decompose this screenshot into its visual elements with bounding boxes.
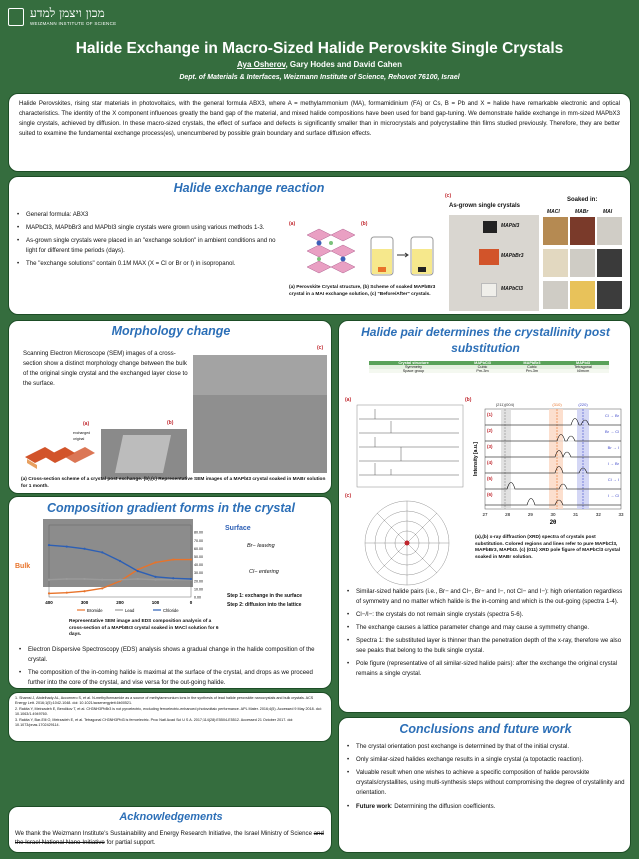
ack-text: [15, 829, 327, 847]
composition-bullet: • The composition of the in-coming halide is maximal at the surface of the crystal, and drops as we proceed further into the core of the crystal, and vise versa for the out-going halide.: [19, 668, 324, 688]
data-point: [66, 578, 68, 580]
halide-bullet: • MAPbCl3, MAPbBr3 and MAPbI3 single crystals were grown using various methods 1-3.: [17, 223, 287, 233]
spectrum-label: Cl → I: [607, 477, 619, 482]
sem-exchanged-layer: [193, 355, 327, 395]
x-tick-label: 200: [116, 600, 124, 605]
conclusion-bullet: • Valuable result when one wishes to achieve a specific composition of halide perovskite crystals/crystallites, using multi-synthesis steps without compromising the degree of crystallinity and orientation.: [347, 768, 626, 798]
cross-section-scheme: [21, 421, 99, 473]
xrd-full-drawing: [345, 397, 467, 493]
y-tick-label: 30.00: [194, 571, 203, 576]
data-point: [154, 561, 156, 563]
data-point: [101, 587, 103, 589]
halide-pair-panel: [338, 320, 631, 713]
sem-image-c: [193, 345, 327, 473]
acknowledgements-panel: [8, 806, 332, 853]
y-tick-label: 80.00: [194, 530, 203, 535]
step1-label: Step 1: exchange in the surface: [227, 593, 303, 599]
ack-title: Acknowledgements: [119, 811, 223, 823]
data-point: [48, 579, 50, 581]
logo-emblem: [8, 8, 24, 26]
data-point: [137, 578, 139, 580]
data-point: [154, 579, 156, 581]
halide-pair-bullets: [347, 587, 626, 682]
y-tick-label: 0.00: [194, 595, 201, 600]
eds-composition-chart: [39, 519, 214, 615]
crystal-structure-table: [369, 361, 609, 373]
perovskite-structure-figure: [289, 221, 359, 281]
y-tick-label: 70.00: [194, 538, 203, 543]
spectrum-number: (4): [487, 460, 493, 465]
spectrum-label: Br → I: [607, 445, 619, 450]
ack-text-part: , the Israel Ministry of Science: [230, 830, 314, 837]
xrd-detail-spectra: [465, 397, 627, 533]
x-tick-label: 28: [505, 512, 511, 517]
halide-pair-bullet: • Similar-sized halide pairs (i.e., Br− and Cl−, Br− and I−, not Cl− and I−): high orientation regardless of symmetry and no matter which halide is the in-coming and which is the out-going (spectra 1-4).: [347, 587, 626, 607]
x-tick-label: 32: [595, 512, 601, 517]
step2-label: Step 2: diffusion into the lattice: [227, 602, 302, 608]
reference-item: 1. Shamsi J, Abdelhady AL, Accornero S, et al. N-methylformamide as a source of methylammonium ions in the synthesis of lead halide perovskite nanocrystals and bulk crystals. ACS Energy Lett. 2016;1(5):1042-1048. doi: 10.1021/acsenergylett.6b00521.: [15, 696, 314, 705]
composition-caption: Representative SEM image and EDS composition analysis of a cross-section of a MAPbBr3 crystal soaked in MACl solution for 6 days.: [69, 619, 219, 637]
photo-cell: [597, 281, 622, 309]
table-cell: Tetragonal: [574, 365, 592, 369]
xrd-detail-drawing: [471, 397, 627, 533]
halide-pair-title: Halide pair determines the crystallinity post substitution: [361, 325, 610, 355]
ack-text-part: We thank the Weizmann Institute's Sustainability and Energy Research Initiative: [15, 830, 231, 837]
as-grown-photo: [449, 215, 539, 311]
photo-cell: [597, 249, 622, 277]
poster-authors: [0, 60, 639, 69]
data-point: [119, 560, 121, 562]
y-axis-label: Intensity [a.u.]: [473, 442, 479, 476]
references-panel: [8, 692, 332, 742]
conclusions-title: Conclusions and future work: [399, 722, 572, 736]
x-tick-label: 100: [151, 600, 160, 605]
fig-label: (b): [361, 221, 368, 227]
spectrum-label: Br → Cl: [605, 429, 619, 434]
legend-label: Chloride: [163, 608, 179, 613]
spectrum-number: (6): [487, 492, 493, 497]
phase-region: [501, 409, 511, 509]
crystal-label: MAPbBr3: [501, 253, 524, 259]
x-tick-label: 33: [618, 512, 624, 517]
halide-exchange-title: Halide exchange reaction: [173, 181, 325, 195]
spectrum-number: (5): [487, 476, 493, 481]
x-axis-label: 2θ: [549, 520, 557, 526]
data-point: [101, 579, 103, 581]
composition-bullet: • Electron Dispersive Spectroscopy (EDS) analysis shows a gradual change in the halide composition of the crystal.: [19, 645, 324, 665]
fig-label: (a): [345, 397, 352, 403]
fig-label: (c): [445, 193, 452, 199]
xrd-caption: (a),(b) x-ray diffraction (XRD) spectra of crystals post substitution. Colored regions and lines refer to pure MAPbCl3, MAPbBr3, MAPbI3. (c) (011) XRD pole figure of MAPbCl3 crystal soaked in MABr solution.: [475, 535, 620, 560]
halide-bullet: • As-grown single crystals were placed in an "exchange solution" in ambient conditions and no light for different time periods (days).: [17, 236, 287, 256]
spectrum-number: (1): [487, 412, 493, 417]
x-tick-label: 27: [482, 512, 488, 517]
crystal-mapbbr3: [479, 249, 499, 265]
other-authors: , Gary Hodes and David Cahen: [285, 60, 402, 69]
halide-pair-bullet: • Cl−/I−: the crystals do not remain single crystals (spectra 5-6).: [347, 610, 626, 620]
reference-item: 3. Rakita Y, Bar-Elli O, Meirzadeh E, et al. Tetragonal CH3NH3PbI3 is ferroelectric. Proc Natl Acad Sci U S A. 2017;114(28):E5504-E5512. Accessed 21 October 2017. doi: 10.1073/pnas.1702429114.: [15, 718, 294, 727]
table-head: MAPbI3: [576, 361, 590, 365]
intro-text: Halide Perovskites, rising star materials in photovoltaics, with the general formula ABX3, where A = methylammonium (MA), formamidinium (FA) or Cs, B = Pb and X = halide have remarkable electronic and optical characteristics. The identity of the X component influences greatly the band gap of the material, and mixed halide compositions have been used for band gap-tuning. We demonstrate halide exchange in mm-sized MAPbX3 single crystals, achieved by diffusion. In these macro-sized crystals, the effect of surface and defects is significantly smaller than in microcrystals and polycrystalline thin films studied previously. Therefore, they are better suited to examine the fundamental exchange process(es), unencumbered by possible grain boundary and surface diffusion effects.: [19, 100, 620, 137]
data-point: [83, 578, 85, 580]
fig-label: (b): [167, 420, 174, 426]
legend-label: Bromide: [87, 608, 103, 613]
data-point: [172, 577, 174, 579]
y-tick-label: 10.00: [194, 587, 203, 592]
poster-affiliation: Dept. of Materials & Interfaces, Weizmann Institute of Science, Rehovot 76100, Israel: [179, 74, 460, 81]
crystal-label: MAPbCl3: [501, 286, 523, 292]
future-work-text: : Determining the diffusion coefficients.: [390, 803, 496, 810]
logo-hebrew-text: מכון ויצמן למדע: [30, 6, 105, 20]
morphology-panel: [8, 320, 332, 494]
halide-pair-bullet: • Spectra 1: the substituted layer is thinner than the penetration depth of the x-ray, therefore we also see peaks that belong to the bulk single crystal.: [347, 636, 626, 656]
sem-image-b: [101, 420, 187, 479]
pole-figure-drawing: [345, 493, 469, 589]
conclusions-bullets: [347, 742, 626, 815]
photo-cell: [543, 281, 568, 309]
table-row: [369, 369, 609, 373]
composition-bullets: [19, 645, 324, 689]
data-point: [66, 546, 68, 548]
data-point: [190, 558, 192, 560]
table-cell: Cubic: [527, 365, 537, 369]
halide-caption: (a) Perovskite Crystal structure, (b) Scheme of soaked MAPbBr3 crystal in a MAI exchange solution, (c) "Before/After" crystals.: [289, 285, 436, 297]
fig-label: (a): [83, 421, 90, 427]
data-point: [101, 551, 103, 553]
data-point: [83, 548, 85, 550]
legend-label: Lead: [125, 608, 135, 613]
data-point: [190, 578, 192, 580]
table-cell: Cubic: [477, 365, 488, 369]
x-tick-label: 31: [573, 512, 579, 517]
halide-bullet: • General formula: ABX3: [17, 210, 287, 220]
conclusions-panel: [338, 717, 631, 853]
data-point: [48, 592, 50, 594]
table-cell: Space group: [402, 369, 425, 373]
halide-exchange-panel: [8, 176, 631, 315]
photo-cell: [543, 249, 568, 277]
halide-bullet: • The "exchange solutions" contain 0.1M MAX (X = Cl or Br or I) in isopropanol.: [17, 259, 287, 269]
table-head: MAPbCl3: [474, 361, 491, 365]
series-line-bromide: [49, 560, 191, 594]
crystal-label: MAPbI3: [501, 223, 520, 229]
scheme-label: original: [73, 437, 85, 441]
col-label-mabr: MABr: [575, 209, 589, 215]
perovskite-lattice-drawing: [289, 221, 359, 281]
halide-pair-bullet: • Pole figure (representative of all similar-sized halide pairs): after the exchange the original crystal remains a single crystal.: [347, 659, 626, 679]
y-tick-label: 60.00: [194, 546, 203, 551]
photo-cell: [570, 217, 595, 245]
intro-panel: [8, 93, 631, 172]
data-point: [48, 544, 50, 546]
col-label-mai: MAI: [603, 209, 613, 215]
photo-cell: [543, 217, 568, 245]
x-tick-label: 30: [550, 512, 556, 517]
crystal-photos-figure: [445, 193, 625, 313]
spectrum-number: (2): [487, 428, 493, 433]
surface-label: Surface: [225, 525, 251, 532]
crystal-mapbcl3: [481, 283, 497, 297]
data-point: [172, 558, 174, 560]
peak-label: (310): [552, 402, 562, 407]
main-author: Aya Osherov: [237, 60, 286, 69]
table-cell: Symmetry: [404, 365, 423, 369]
scheme-label: exchanged: [73, 431, 91, 435]
morphology-caption: (a) Cross-section scheme of a crystal post exchange. (b),(c) Representative SEM images of a MAPbI3 crystal soaked in MABr solution for 1 month.: [21, 477, 326, 489]
peak-label: (220): [578, 402, 588, 407]
data-point: [119, 579, 121, 581]
soaked-photo-grid: [543, 217, 623, 311]
cl-entering-label: Cl− entering: [249, 569, 279, 575]
spectrum-label: I → Cl: [607, 493, 619, 498]
col-label-macl: MACl: [547, 209, 560, 215]
halide-pair-bullet: • The exchange causes a lattice parameter change and may cause a symmetry change.: [347, 623, 626, 633]
table-cell: Pm-3m: [525, 369, 539, 373]
conclusion-bullet: • The crystal orientation post exchange is determined by that of the initial crystal.: [347, 742, 626, 752]
table-cell: Pm-3m: [476, 369, 489, 373]
as-grown-label: As-grown single crystals: [449, 203, 521, 209]
br-leaving-label: Br− leaving: [247, 543, 275, 549]
halide-bullets: [17, 210, 287, 272]
reference-item: 2. Rakita Y, Meirzadeh E, Bendikov T, et al. CH3NH3PbBr3 is not pyroelectric, excluding ferroelectric-enhanced photovoltaic performance. APL Mater. 2016;4(5). Accessed 9 May 2018. doi: 10.1063/1.4949760.: [15, 707, 322, 716]
vials-drawing: [361, 221, 439, 283]
x-tick-label: 0: [189, 600, 193, 605]
peak-label: (211)(004): [495, 402, 515, 407]
fig-label: (a): [289, 221, 296, 227]
bulk-label: Bulk: [15, 563, 31, 570]
table-head: Crystal structure: [398, 361, 429, 365]
y-tick-label: 20.00: [194, 579, 203, 584]
fig-label: (c): [345, 493, 352, 499]
y-tick-label: 50.00: [194, 555, 203, 559]
ack-text-struck: and the Israel National Nano-Initiative: [15, 830, 324, 846]
future-work-label: Future work: [356, 803, 391, 810]
soaked-label: Soaked in:: [567, 197, 598, 203]
morphology-text: Scanning Electron Microscope (SEM) images of a cross-section show a distinct morphology change between the bulk of the original single crystal and the exchanged layer close to the surface.: [23, 350, 188, 387]
fig-label: (c): [317, 345, 324, 351]
data-point: [66, 592, 68, 594]
weizmann-logo: [8, 6, 158, 32]
future-work-bullet: [347, 802, 626, 812]
spectrum-number: (3): [487, 444, 493, 449]
x-tick-label: 29: [527, 512, 533, 517]
data-point: [154, 576, 156, 578]
photo-cell: [597, 217, 622, 245]
cross-section-blocks: [21, 421, 99, 473]
table-cell: I4/mcm: [576, 369, 590, 373]
crystal-mapbi3: [483, 221, 497, 233]
sem-crystal-shape: [115, 435, 171, 473]
sem-bulk-region: [193, 395, 327, 473]
table-head: MAPbBr3: [523, 361, 541, 365]
y-tick-label: 40.00: [194, 563, 203, 568]
data-point: [137, 570, 139, 572]
photo-cell: [570, 281, 595, 309]
x-tick-label: 300: [80, 600, 89, 605]
spectrum-label: Cl → Br: [605, 413, 619, 418]
pole-figure: [345, 493, 469, 589]
poster-title: Halide Exchange in Macro-Sized Halide Perovskite Single Crystals: [75, 40, 564, 57]
composition-title: Composition gradient forms in the crystal: [47, 501, 295, 515]
spectrum-label: I → Br: [607, 461, 619, 466]
vial-scheme-figure: [361, 221, 439, 283]
fig-label: (b): [465, 397, 472, 403]
phase-region: [549, 409, 563, 509]
photo-cell: [570, 249, 595, 277]
conclusion-bullet: • Only similar-sized halides exchange results in a single crystal (a topotactic reaction).: [347, 755, 626, 765]
logo-english-text: WEIZMANN INSTITUTE OF SCIENCE: [30, 21, 117, 26]
composition-panel: [8, 496, 332, 689]
data-point: [83, 590, 85, 592]
ack-text-part: for partial support.: [104, 839, 156, 846]
morphology-title: Morphology change: [111, 324, 231, 338]
xrd-full-spectra: [345, 397, 467, 493]
x-tick-label: 400: [45, 600, 53, 605]
